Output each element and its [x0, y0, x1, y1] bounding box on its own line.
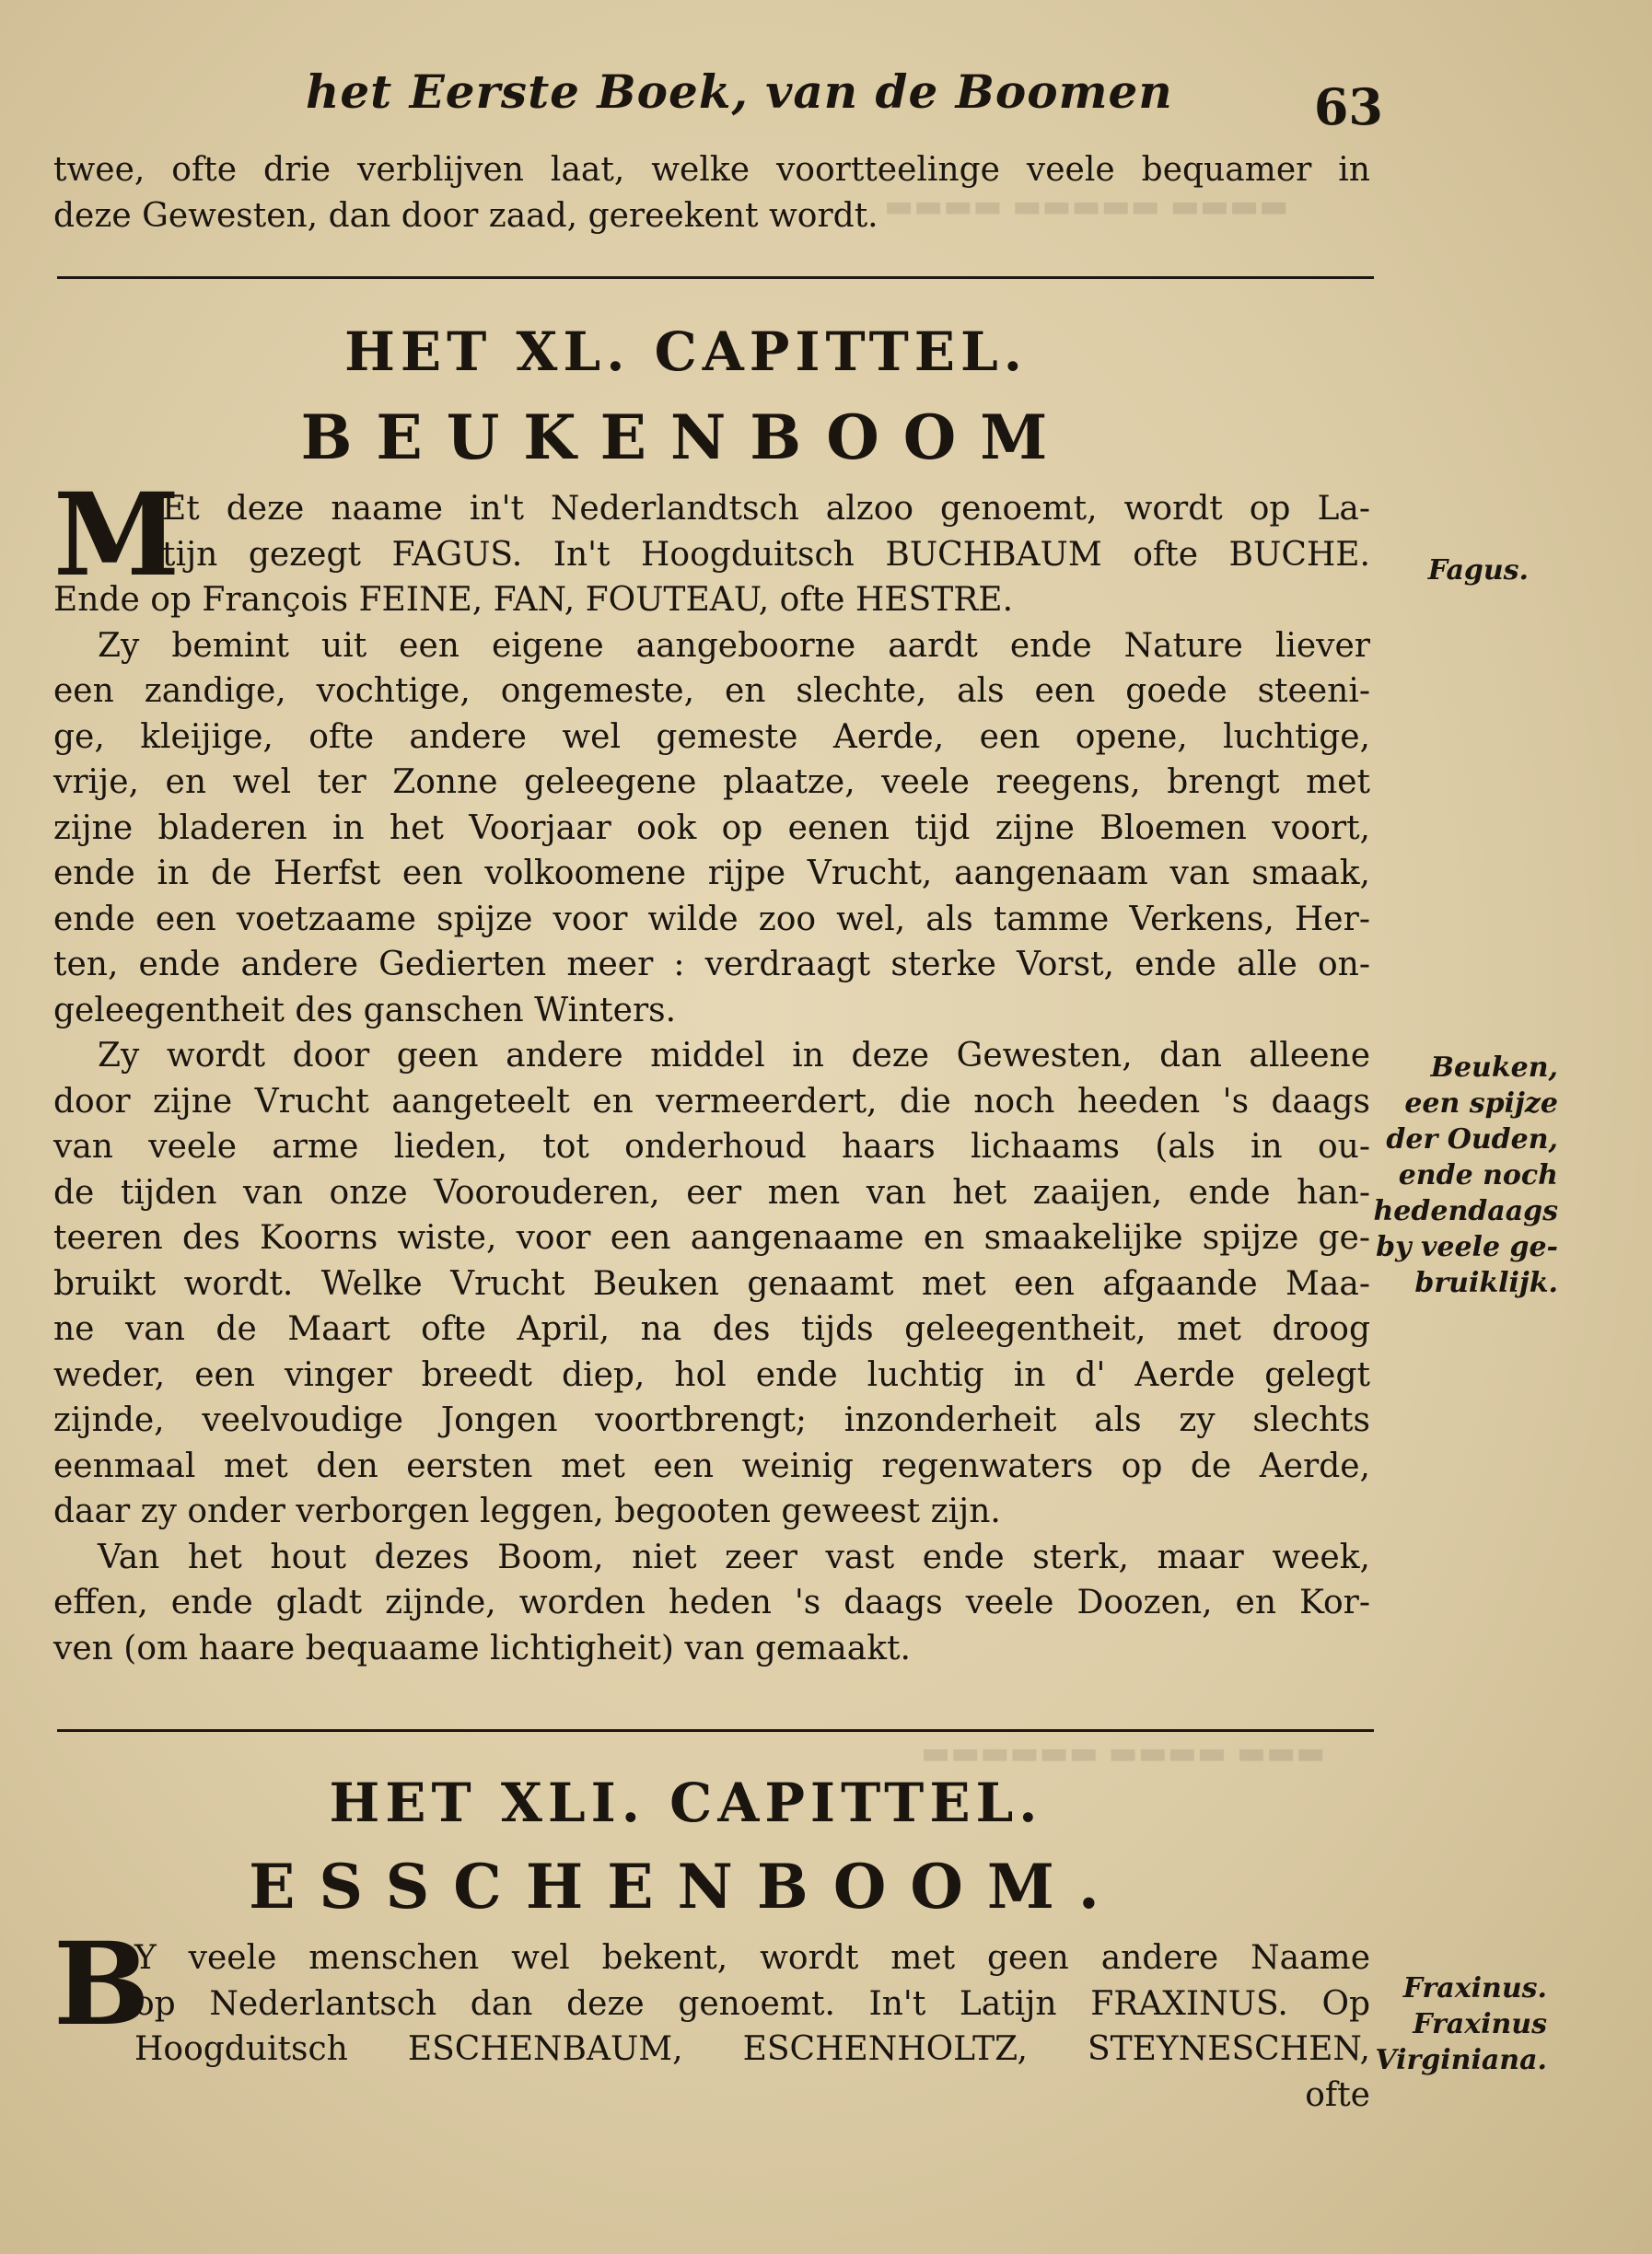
text-line: ge, kleijige, ofte andere wel gemeste Aerde, een opene, luchtige,: [53, 717, 1370, 756]
text-line: Zy bemint uit een eigene aangeboorne aardt ende Nature liever: [98, 626, 1370, 665]
drop-capital: B: [53, 1918, 150, 2051]
chapter-title: ESSCHENBOOM.: [249, 1851, 1123, 1923]
margin-note-line: hedendaags: [1373, 1195, 1558, 1227]
text-line: eenmaal met den eersten met een weinig regenwaters op de Aerde,: [53, 1447, 1370, 1485]
running-title: het Eerste Boek, van de Boomen: [306, 64, 1173, 119]
margin-note-fagus: [1308, 552, 1529, 588]
margin-note-beuken: [1335, 1050, 1558, 1301]
text-line: daar zy onder verborgen leggen, begooten geweest zijn.: [53, 1493, 1001, 1530]
text-line: op Nederlantsch dan deze genoemt. In't Latijn FRAXINUS. Op: [134, 1984, 1370, 2023]
text-line: tijn gezegt FAGUS. In't Hoogduitsch BUCHBAUM ofte BUCHE.: [162, 535, 1370, 574]
paragraph: [53, 1535, 1370, 1672]
text-line: Et deze naame in't Nederlandtsch alzoo genoemt, wordt op La-: [162, 490, 1370, 528]
section-rule: [57, 276, 1374, 279]
margin-note-line: een spijze: [1404, 1087, 1558, 1120]
paragraph: [53, 623, 1370, 1034]
margin-note-line: Fagus.: [1427, 554, 1529, 587]
text-line: door zijne Vrucht aangeteelt en vermeerdert, die noch heeden 's daags: [53, 1082, 1370, 1121]
intro-paragraph: [53, 147, 1370, 238]
margin-note-line: Fraxinus.: [1402, 1972, 1547, 2004]
text-line: ofte: [1305, 2075, 1370, 2114]
margin-note-fraxinus: [1326, 1970, 1547, 2078]
text-line: effen, ende gladt zijnde, worden heden 's daags veele Doozen, en Kor-: [53, 1584, 1370, 1621]
text-line: geleegentheit des ganschen Winters.: [53, 991, 677, 1029]
text-line: weder, een vinger breedt diep, hol ende luchtig in d' Aerde gelegt: [53, 1355, 1370, 1394]
text-line: Hoogduitsch ESCHENBAUM, ESCHENHOLTZ, STEYNESCHEN,: [134, 2030, 1370, 2068]
section-rule: [57, 1729, 1374, 1732]
chapter-heading: HET XLI. CAPITTEL.: [329, 1772, 1043, 1834]
text-line: deze Gewesten, dan door zaad, gereekent wordt.: [53, 196, 878, 235]
margin-note-line: bruiklijk.: [1414, 1267, 1558, 1299]
chapter40-text: [53, 469, 1370, 1671]
text-line: Zy wordt door geen andere middel in deze Gewesten, dan alleene: [98, 1037, 1370, 1075]
text-line: ne van de Maart ofte April, na des tijds geleegentheit, met droog: [53, 1310, 1370, 1348]
bleed-through-texture: ▬▬▬ ▬▬▬▬ ▬▬▬▬▬▬: [921, 1735, 1326, 1772]
running-header: [57, 59, 1383, 142]
drop-capital: M: [53, 469, 180, 602]
page-number: 63: [1313, 77, 1383, 136]
text-line: bruikt wordt. Welke Vrucht Beuken genaamt met een afgaande Maa-: [53, 1264, 1370, 1303]
margin-note-line: Fraxinus: [1413, 2008, 1547, 2040]
paragraph: [53, 1033, 1370, 1535]
text-line: ven (om haare bequaame lichtigheit) van gemaakt.: [53, 1629, 911, 1667]
text-line: zijne bladeren in het Voorjaar ook op eenen tijd zijne Bloemen voort,: [53, 808, 1370, 847]
text-line: Van het hout dezes Boom, niet zeer vast ende sterk, maar week,: [98, 1538, 1370, 1576]
margin-note-line: Virginiana.: [1375, 2044, 1547, 2076]
margin-note-line: Beuken,: [1430, 1051, 1558, 1084]
text-line: twee, ofte drie verblijven laat, welke voortteelinge veele bequamer in: [53, 151, 1370, 189]
text-line: ende in de Herfst een volkoomene rijpe Vrucht, aangenaam van smaak,: [53, 854, 1370, 892]
chapter-title: BEUKENBOOM: [300, 401, 1072, 473]
margin-note-line: by veele ge-: [1376, 1231, 1558, 1263]
text-line: vrije, en wel ter Zonne geleegene plaatze, veele reegens, brengt met: [53, 763, 1370, 801]
chapter-heading: HET XL. CAPITTEL.: [344, 320, 1028, 383]
margin-note-line: der Ouden,: [1386, 1123, 1558, 1156]
text-line: Ende op François FEINE, FAN, FOUTEAU, ofte HESTRE.: [53, 581, 1014, 619]
text-line: zijnde, veelvoudige Jongen voortbrengt; inzonderheit als zy slechts: [53, 1401, 1370, 1439]
text-line: teeren des Koorns wiste, voor een aangenaame en smaakelijke spijze ge-: [53, 1219, 1370, 1257]
dropcap-paragraph: [53, 1918, 1370, 2118]
text-line: een zandige, vochtige, ongemeste, en slechte, als een goede steeni-: [53, 672, 1370, 710]
chapter41-text: [53, 1918, 1370, 2118]
bleed-through-texture: ▬▬▬▬ ▬▬▬▬▬ ▬▬▬▬: [884, 188, 1289, 225]
margin-note-line: ende noch: [1398, 1159, 1558, 1191]
text-line: de tijden van onze Voorouderen, eer men van het zaaijen, ende han-: [53, 1173, 1370, 1212]
text-line: Y veele menschen wel bekent, wordt met geen andere Naame: [134, 1939, 1370, 1977]
dropcap-paragraph: [53, 469, 1370, 623]
text-line: ende een voetzaame spijze voor wilde zoo wel, als tamme Verkens, Her-: [53, 900, 1370, 938]
text-line: ten, ende andere Gedierten meer : verdraagt sterke Vorst, ende alle on-: [53, 946, 1370, 983]
text-line: van veele arme lieden, tot onderhoud haars lichaams (als in ou-: [53, 1128, 1370, 1166]
